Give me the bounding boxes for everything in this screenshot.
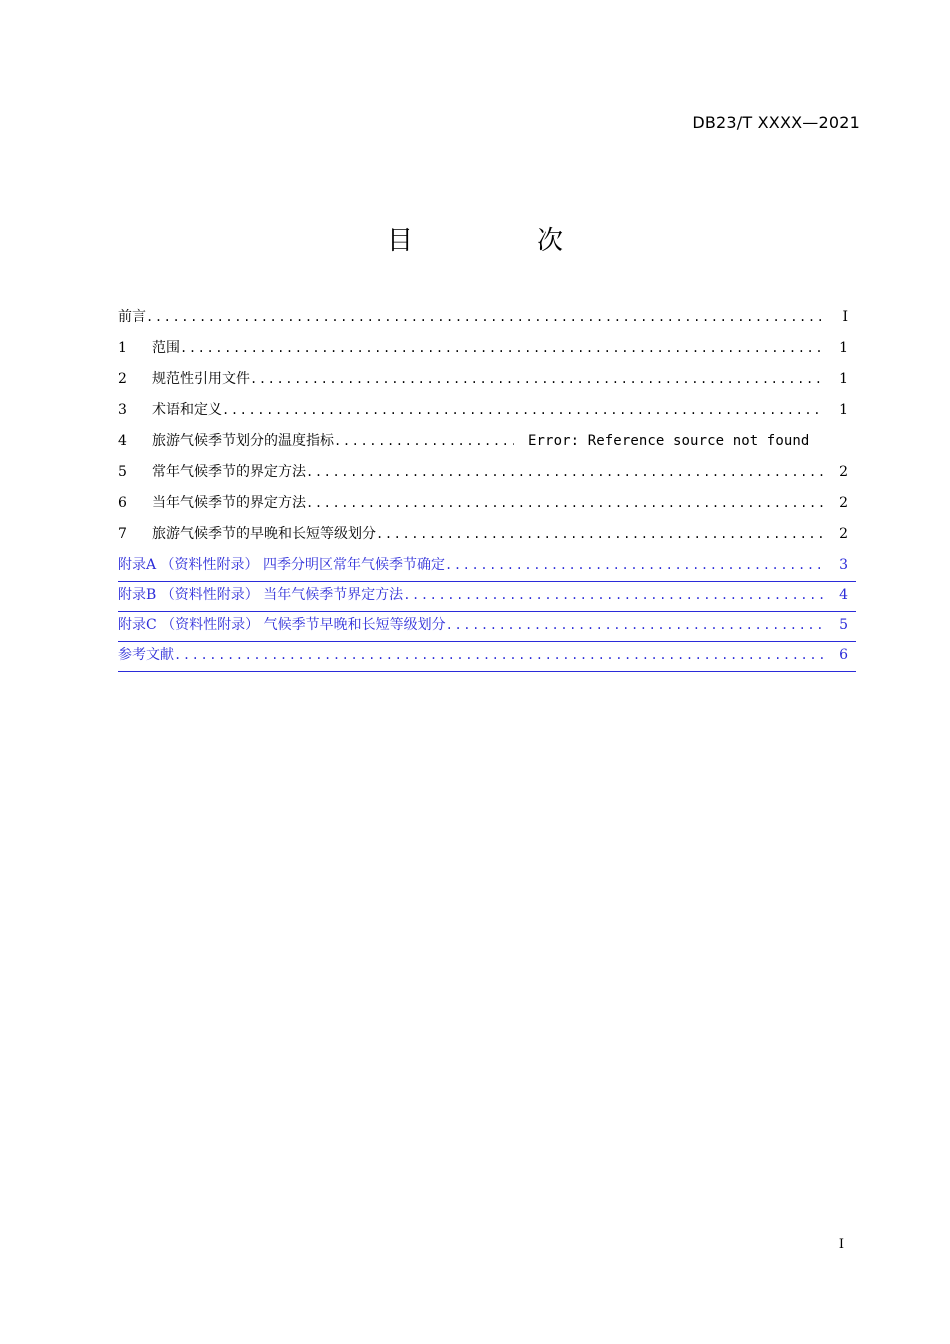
toc-entry-label: 旅游气候季节的早晚和长短等级划分 xyxy=(152,526,376,542)
toc-entry-label: 附录C （资料性附录） 气候季节早晚和长短等级划分 xyxy=(118,617,446,633)
document-code: DB23/T XXXX—2021 xyxy=(692,113,860,132)
toc-link-references[interactable] xyxy=(118,642,856,672)
toc-entry-page: 5 xyxy=(839,617,848,633)
toc-entry-page: 1 xyxy=(839,340,848,356)
toc-entry-label: 范围 xyxy=(152,340,180,356)
toc-entry-number: 5 xyxy=(118,464,127,480)
toc-entry-number: 2 xyxy=(118,371,127,387)
toc-entry-label: 当年气候季节的界定方法 xyxy=(152,495,306,511)
toc-entry-number: 6 xyxy=(118,495,127,511)
toc-entry-page: 4 xyxy=(839,587,848,603)
toc-entry-label: 规范性引用文件 xyxy=(152,371,250,387)
toc-entry-label: 术语和定义 xyxy=(152,402,222,418)
toc-entry-page: 2 xyxy=(839,464,848,480)
toc-entry-label: 前言 xyxy=(118,309,146,325)
toc-entry-page: 2 xyxy=(839,495,848,511)
toc-entry-temperature-indicators[interactable] xyxy=(118,428,856,459)
toc-entry-label: 附录B （资料性附录） 当年气候季节界定方法 xyxy=(118,587,404,603)
toc-entry-label: 旅游气候季节划分的温度指标 xyxy=(152,433,334,449)
toc-entry-number: 7 xyxy=(118,526,127,542)
toc-link-appendix-a[interactable] xyxy=(118,552,856,582)
toc-leader-dots xyxy=(334,428,514,454)
toc-entry-page: 1 xyxy=(839,402,848,418)
toc-entry-page-error: Error: Reference source not found xyxy=(528,433,810,449)
toc-entry-page: 1 xyxy=(839,371,848,387)
toc-leader-dots xyxy=(180,335,824,361)
toc-entry-grade-classification[interactable] xyxy=(118,521,856,552)
toc-entry-page: 6 xyxy=(839,647,848,663)
toc-entry-current-year-method[interactable] xyxy=(118,490,856,521)
toc-entry-label: 常年气候季节的界定方法 xyxy=(152,464,306,480)
toc-title xyxy=(0,220,950,257)
toc-entry-foreword[interactable] xyxy=(118,304,856,335)
toc-entry-number: 3 xyxy=(118,402,127,418)
toc-entry-number: 4 xyxy=(118,433,127,449)
page-number: I xyxy=(838,1237,844,1252)
toc-entry-label: 附录A （资料性附录） 四季分明区常年气候季节确定 xyxy=(118,557,446,573)
toc-leader-dots xyxy=(222,397,824,423)
toc-entry-label: 参考文献 xyxy=(118,647,174,663)
toc-entry-normative-references[interactable] xyxy=(118,366,856,397)
toc-leader-dots xyxy=(446,612,824,638)
toc-leader-dots xyxy=(445,552,824,578)
toc-leader-dots xyxy=(376,521,824,547)
toc-leader-dots xyxy=(403,582,824,608)
toc-leader-dots xyxy=(306,490,824,516)
toc-leader-dots xyxy=(174,642,824,668)
toc-link-appendix-b[interactable] xyxy=(118,582,856,612)
toc-entry-terms-definitions[interactable] xyxy=(118,397,856,428)
toc-title-char-2: 次 xyxy=(537,226,564,256)
toc-entry-scope[interactable] xyxy=(118,335,856,366)
table-of-contents xyxy=(118,304,856,672)
toc-entry-number: 1 xyxy=(118,340,127,356)
toc-leader-dots xyxy=(250,366,824,392)
toc-link-appendix-c[interactable] xyxy=(118,612,856,642)
toc-leader-dots xyxy=(306,459,824,485)
toc-entry-page: I xyxy=(842,309,848,325)
toc-entry-normal-season-method[interactable] xyxy=(118,459,856,490)
toc-title-char-1: 目 xyxy=(386,226,413,256)
toc-entry-page: 3 xyxy=(839,557,848,573)
toc-entry-page: 2 xyxy=(839,526,848,542)
toc-leader-dots xyxy=(146,304,824,330)
